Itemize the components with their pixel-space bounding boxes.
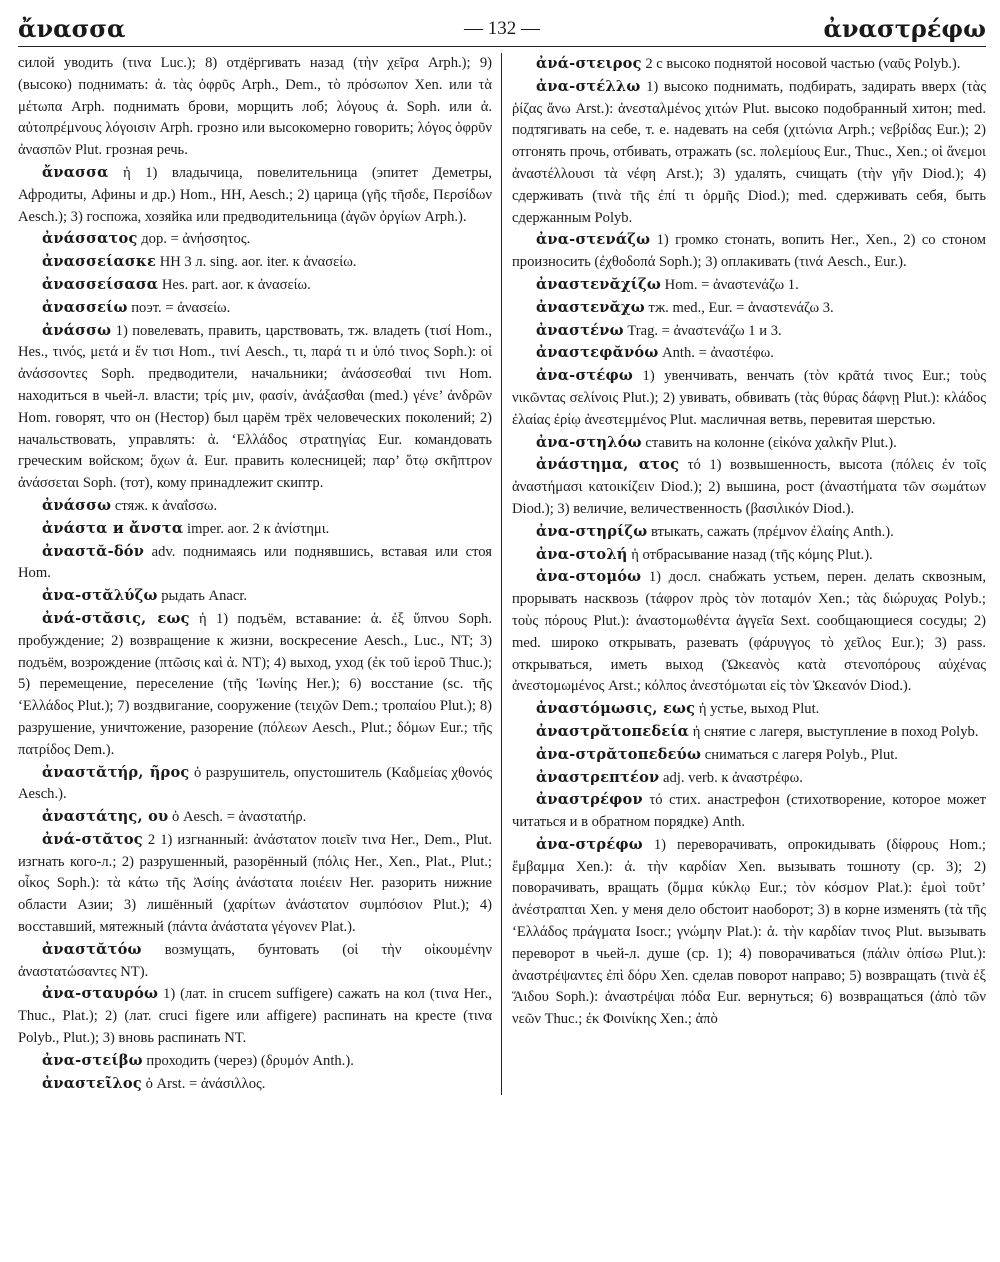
entry-headword: ἀνάσσω [42,321,112,339]
entry-headword: ἀνα-στρέφω [536,835,643,853]
entry-definition: Anth. = ἀναστέφω. [662,345,774,362]
entry-headword: ἀνασσείσασα [42,275,159,293]
dictionary-entry [512,365,986,431]
entry-definition: возмущать, бунтовать (οἱ τὴν οἰκουμένην ἀναστατώσαντες NT). [18,941,492,980]
entry-definition: adv. поднимаясь или поднявшись, вставая или стоя Hom. [18,543,492,582]
entry-headword: ἀνά-στᾰτος [42,830,143,848]
entry-headword: ἀνα-στενάζω [536,231,651,249]
dictionary-entry [18,162,492,228]
entry-definition: ставить на колонне (εἰκόνα χαλκῆν Plut.). [645,434,897,451]
entry-definition: Hes. part. aor. к ἀνασείω. [161,276,311,293]
columns [18,53,986,1095]
entry-definition: 1) увенчивать, венчать (τὸν κρᾶτά τινος Eur.; τοὺς νικῶντας σελίνοις Plut.); 2) увивать, обвивать (τὰς θύρας δάφνῃ Plut.): κλάδος ἐλαίας ἐρίῳ ἀνεστεμμένος Plut. масличная ветвь, перевитая шерстью. [512,368,986,428]
entry-definition: 1) громко стонать, вопить Her., Xen., 2) со стоном произносить (ἐχθοδοπά Soph.); 3) оплакивать (τινά Aesch., Eur.). [512,232,986,271]
entry-headword: ἀναστᾰ-δόν [42,542,145,560]
entry-definition: 1) переворачивать, опрокидывать (δίφρους Hom.; ἔμβαμμα Xen.): ἀ. τὴν καρδίαν Xen. вызывать тошноту (ср. 3); 2) поворачивать, вращать (ὄμμα κύκλῳ Eur.; τὸν κόσμον Plat.): ἐμοὶ τοῦτ’ ἀνέστραπται Xen. у меня дело обстоит наоборот; 3) в корне изменять (τὰ τῆς ‘Ελλάδος πράγματα Isocr.; γνώμην Plat.): ἀ. τὴν καρδίαν τινος Plut. вызывать переворот в чьей-л. душе (ср. 1); 4) поворачиваться (πάλιν ὀπίσω Plut.): ἀναστρέψαντες ἐπὶ δόρυ Xen. сделав поворот направо; 5) возвращать (τινὰ ἐξ Ἅιδου Soph.): ἀναστρέψαι πόδα Eur. вернуться; 6) возвращаться (ἀπὸ τῶν νεῶν Thuc.; ἐκ Φοινίκης Xen.; ἀπὸ [512,836,986,1028]
dictionary-entry [18,608,492,762]
entry-definition: 1) высоко поднимать, подбирать, задирать вверх (τὰς ῥίζας ἄνω Arst.): ἀνεσταλμένος χιτών Plut. высоко подобранный хитон; med. подтягивать на себе, т. е. надевать на себя (χιτώνια Arph.; νεβρίδας Eur.); 2) отгонять прочь, отбивать, отражать (sc. πολεμίους Eur., Thuc., Xen.; οἱ ἄνεμοι ἀναστέλλουσι τὰ νέφη Arst.); 3) удалять, счищать (τὴν γῆν Diod.); 4) сдерживать (τινὰ τῆς ἐπί τι ὁρμῆς Diod.); med. сдерживать себя, быть сдержанным Polyb. [512,78,986,226]
dictionary-entry [512,320,986,343]
entry-definition: 2 1) изгнанный: ἀνάστατον ποιεῖν τινα Her., Dem., Plut. изгнать кого-л.; 2) разрушенный, разорённый (πόλις Her., Xen., Plat., Plut.; οἶκος Soph.): τὰ κάτω τῆς Ἀσίης ἀνάστατα ποιέειν Her. разорить нижние области Азии; 3) лишённый (χαρίτων ἀνάστατον συμπόσιον Plut.); 4) восставший, мятежный (πάντα ἀνάστατα γέγονεν Plat.). [18,831,492,936]
dictionary-entry [512,544,986,567]
dictionary-entry [18,762,492,807]
entry-headword: ἀναστᾰτόω [42,940,142,958]
entry-definition: сниматься с лагеря Polyb., Plut. [704,746,898,763]
entry-definition: 1) повелевать, править, царствовать, тж. владеть (τισί Hom., Hes., τινός, μετά и ἔν τισι Hom., τινί Aesch., τι, παρά τι и ὑπό τινος Soph.): οἱ ἀνάσσοντες Soph. предводители, начальники; ἀνάσσεσθαί τινι Hom. находиться в чьей-л. власти; τρίς μιν, φασίν, ἀνάξασθαι (med.) γένε’ ἀνδρῶν Hom. говорят, что он (Нестор) был царём трёх человеческих поколений; 2) начальствовать, управлять: ἀ. ‘Ελλάδος στρατηγίας Eur. командовать греческим войском; ὄχων ἀ. Eur. править колесницей; παρ’ ὅτῳ σκῆπτρον ἀνάσσεται Soph. (тот), кому принадлежит скиптр. [18,322,492,492]
dictionary-entry [18,829,492,939]
entry-headword: ἀνα-στρᾰτοπεδεύω [536,745,702,763]
dictionary-entry [512,698,986,721]
dictionary-entry [18,939,492,984]
dictionary-entry [512,274,986,297]
page-number: — 132 — [464,18,540,39]
entry-headword: ἀναστόμωσις, εως [536,700,696,718]
dictionary-entry [512,229,986,274]
dictionary-entry [18,53,492,162]
entry-headword: ἀνα-στηρίζω [536,522,648,540]
dictionary-entry [18,274,492,297]
dictionary-entry [18,1050,492,1073]
entry-definition: ὁ Aesch. = ἀναστατήρ. [172,809,307,826]
dictionary-entry [18,297,492,320]
entry-definition: 2 с высоко поднятой носовой частью (ναῦς Polyb.). [645,56,961,72]
dictionary-entry [18,585,492,608]
entry-headword: ἀναστενᾰχίζω [536,275,661,293]
entry-headword: ἀναστάτης, ου [42,808,169,826]
entry-definition: стяж. к ἀναΐσσω. [114,497,218,514]
dictionary-entry [512,342,986,365]
entry-definition: ἡ 1) владычица, повелительница (эпитет Деметры, Афродиты, Афины и др.) Hom., HH, Aesch.; 2) царица (γῆς τῆσδε, Περσίδων Aesch.); 3) госпожа, хозяйка или предводительница (ἀγῶν ὀργίων Arph.). [18,164,492,225]
entry-headword: ἀναστένω [536,321,624,339]
header-last-word: ἀναστρέφω [823,14,986,43]
entry-headword: ἀνασσείω [42,298,128,316]
entry-headword: ἀναστρέφον [536,791,643,809]
entry-headword: ἀνα-στολή [536,545,628,563]
dictionary-entry [512,744,986,767]
entry-headword: ἀνα-στηλόω [536,433,642,451]
entry-definition: 1) (лат. in crucem suffigere) сажать на кол (τινα Her., Thuc., Plat.); 2) (лат. cruci figere или affigere) распинать на кресте (τινα Polyb., Plut.); 3) вновь распинать NT. [18,986,492,1047]
entry-definition: ἡ снятие с лагеря, выступление в поход Polyb. [692,723,979,740]
entry-headword: ἀναστρᾰτοπεδεία [536,722,690,740]
dictionary-entry [18,983,492,1049]
entry-definition: силой уводить (τινα Luc.); 8) отдёргивать назад (τὴν χεῖρα Arph.); 9) (высоко) поднимать: ἀ. τὰς ὀφρῦς Arph., Dem., τὸ πρόσωπον Xen. или τὰ μέτωπα Arph. поднимать брови, морщить лоб; λόγους ἀ. Soph. или ἀ. αὐτοπρέμνους λόγοισιν Arph. грозно или высокомерно говорить; λόγος ὀφρῦν ἀνασπῶν Plut. грозная речь. [18,55,492,159]
entry-headword: ἀνα-στέφω [536,367,633,385]
dictionary-entry [18,806,492,829]
entry-definition: HH 3 л. sing. aor. iter. к ἀνασείω. [159,254,357,271]
dictionary-entry [18,518,492,541]
dictionary-entry [18,320,492,495]
entry-headword: ἀναστᾰτήρ, ῆρος [42,763,190,781]
dictionary-entry [18,228,492,251]
entry-definition: втыкать, сажать (πρέμνον ἐλαίης Anth.). [651,523,894,540]
entry-headword: ἀνά-στᾰσις, εως [42,609,190,627]
entry-headword: ἀνά-στειρος [536,55,642,72]
entry-definition: ἡ устье, выход Plut. [698,701,820,718]
entry-headword: ἀνάστημα, ατος [536,456,680,474]
entry-definition: рыдать Anacr. [161,588,248,605]
entry-definition: τό 1) возвышенность, высота (πόλεις ἐν τοῖς ἀναστήμασι κατοικίζειν Diod.); 2) вышина, рост (ἀναστήματα τῶν σωμάτων Diod.); 3) величие, величественность (βασιλικόν Diod.). [512,457,986,517]
entry-headword: ἄνασσα [42,163,109,181]
entry-headword: ἀνάσσατος [42,230,138,248]
entry-definition: τό стих. анастрефон (стихотворение, которое может читаться и в обратном порядке) Anth. [512,792,986,831]
entry-definition: 1) досл. снабжать устьем, перен. делать сквозным, прорывать насквозь (τάφρον πρὸς τὸν ποταμόν Xen.; τὰς διώρυχας Polyb.; τοὺς πόρους Plut.): ἀναστομωθέντα ἀγγεῖα Sext. сообщающиеся сосуды; 2) med. широко открывать, разевать (φάρυγγος τὸ χεῖλος Eur.); 3) pass. открываться, иметь выход (Ὠκεανὸς κατὰ στενοπόρους αὐχένας ἀνεστομωμένος Arst.; κόλπος ἀνεστόμωται εἰς τὸν Ὠκεανόν Diod.). [512,569,986,695]
entry-headword: ἀνα-στᾰλύζω [42,587,158,605]
page-header [18,12,986,47]
entry-headword: ἀνασσείασκε [42,253,157,271]
right-column [501,53,986,1095]
entry-headword: ἀνάσσω [42,496,112,514]
dictionary-entry [512,834,986,1031]
entry-definition: ὁ разрушитель, опустошитель (Καδμείας χθονός Aesch.). [18,764,492,803]
entry-definition: дор. = ἀνήσσητος. [141,231,251,248]
dictionary-entry [512,297,986,320]
dictionary-entry [512,76,986,230]
entry-headword: ἀνα-σταυρόω [42,985,159,1003]
dictionary-entry [18,541,492,586]
entry-definition: ὁ Arst. = ἀνάσιλλος. [145,1075,266,1092]
entry-headword: ἀναστενᾰχω [536,298,645,316]
dictionary-entry [18,1073,492,1096]
entry-definition: ἡ 1) подъём, вставание: ἀ. ἐξ ὕπνου Soph. пробуждение; 2) возвращение к жизни, воскресение Aesch., Luc., NT; 3) подъём, возрождение (πτῶσις καὶ ἀ. NT); 4) выход, уход (ἐκ τοῦ ἱεροῦ Thuc.); 5) перемещение, переселение (τῆς Ἰωνίης Her.); 6) восстание (sc. τῆς ‘Ελλάδος Plut.); 7) воздвигание, сооружение (τειχῶν Dem.; τροπαίου Plut.); 8) разрушение, уничтожение, разорение (πόλεων Aesch., Plut.; δόμων Eur.; τῆς πατρίδος Dem.). [18,610,492,758]
dictionary-entry [512,454,986,520]
dictionary-entry [512,566,986,698]
entry-headword: ἀναστεφᾰνόω [536,344,659,362]
dictionary-entry [512,432,986,455]
dictionary-entry [18,251,492,274]
dictionary-entry [512,521,986,544]
entry-definition: тж. med., Eur. = ἀναστενάζω 3. [648,299,834,316]
dictionary-entry [512,53,986,76]
entry-headword: ἀναστρεπτέον [536,768,660,786]
left-column [18,53,500,1095]
dictionary-entry [512,767,986,790]
entry-definition: Hom. = ἀναστενάζω 1. [664,276,799,293]
entry-definition: поэт. = ἀνασείω. [131,299,231,316]
entry-headword: ἀνα-στομόω [536,568,642,586]
entry-definition: ἡ отбрасывание назад (τῆς κόμης Plut.). [631,546,873,563]
entry-definition: imper. aor. 2 к ἀνίστημι. [187,520,330,537]
entry-headword: ἀνα-στέλλω [536,77,641,95]
entry-definition: adj. verb. к ἀναστρέφω. [663,769,803,786]
entry-headword: ἀναστεῖλος [42,1074,142,1092]
entry-headword: ἀνα-στείβω [42,1051,143,1069]
header-first-word: ἄνασσα [18,14,126,43]
dictionary-entry [512,789,986,834]
entry-definition: Trag. = ἀναστενάζω 1 и 3. [627,322,782,339]
entry-definition: проходить (через) (δρυμόν Anth.). [146,1052,354,1069]
entry-headword: ἀνάστα и ἄνστα [42,519,184,537]
dictionary-entry [18,495,492,518]
dictionary-entry [512,721,986,744]
